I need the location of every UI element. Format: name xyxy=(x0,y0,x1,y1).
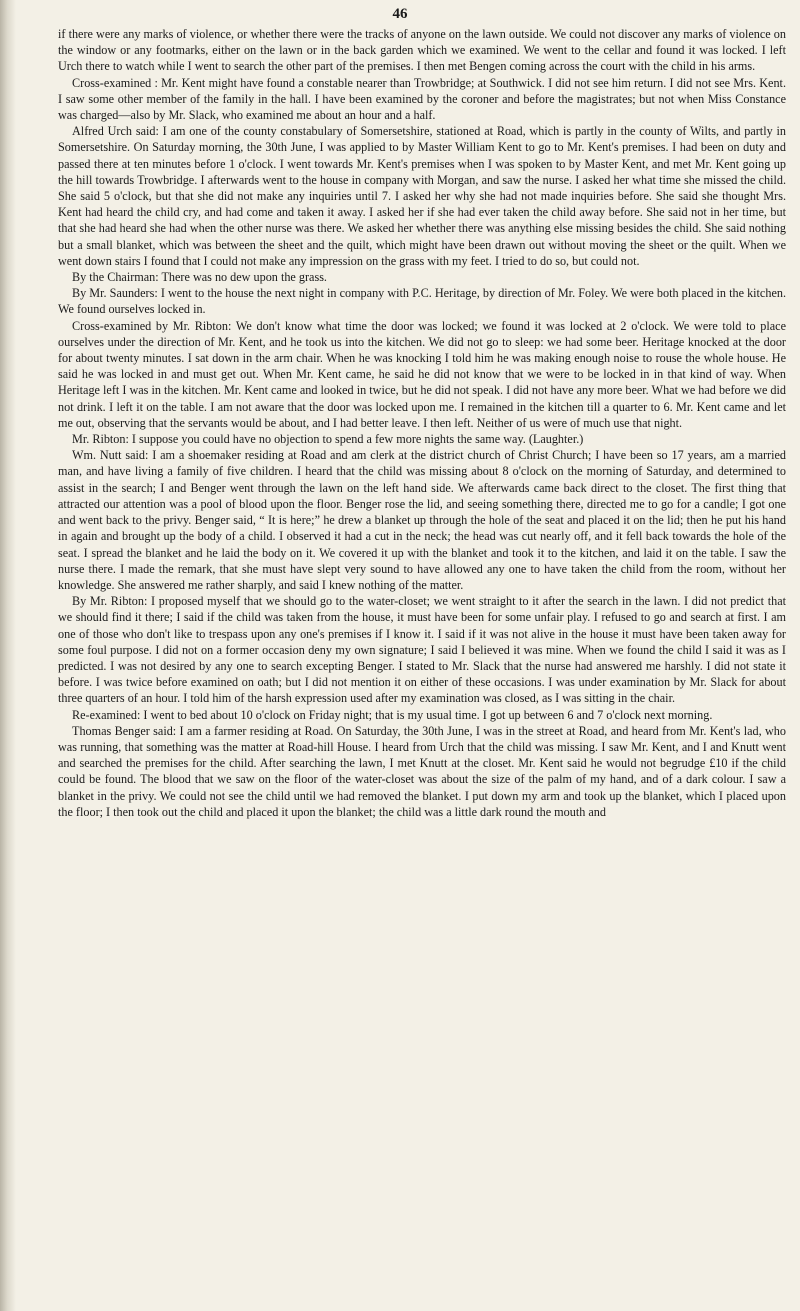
paragraph-benger-testimony: Thomas Benger said: I am a farmer residing at Road. On Saturday, the 30th June, I was in the street at Road, and heard from Mr. Kent's lad, who was running, that something was the matter at Road-hill House. I heard from Urch that the child was missing. I saw Mr. Kent, and I and Knutt went and searched the premises for the child. After searching the lawn, I met Knutt at the closet. Mr. Kent said he would not begrudge £10 if the child could be found. The blood that we saw on the floor of the water-closet was about the size of the palm of my hand, and of a dark colour. I saw a blanket in the privy. We could not see the child until we had removed the blanket. I put down my arm and took up the blanket, which I placed upon the floor; I then took out the child and placed it upon the blanket; the child was a little dark round the mouth and xyxy=(58,723,786,819)
paragraph-by-chairman: By the Chairman: There was no dew upon the grass. xyxy=(72,270,327,285)
body-text xyxy=(58,26,786,820)
paragraph-by-ribton: By Mr. Ribton: I proposed myself that we should go to the water-closet; we went straight to it after the search in the lawn. I did not predict that we should find it there; I said if the child was taken from the house, it must have been for some unfair play. I refused to go and search at first. I am one of those who don't like to trespass upon any one's premises if I know it. I said if it was not alive in the house it must have been taken away for some foul purpose. I did not on a former occasion deny my own signature; I said I believed it was mine. When we found the child I said it was as I predicted. I was not desired by any one to search excepting Benger. I stated to Mr. Slack that the nurse had answered me harshly. I did not state it before. I was twice before examined on oath; but I did not mention it on either of these occasions. I was under examination by Mr. Slack for about three quarters of an hour. I told him of the harsh expression used after my examination was closed, as I was sitting in the chair. xyxy=(58,594,786,706)
paragraph-re-examined: Re-examined: I went to bed about 10 o'clock on Friday night; that is my usual time. I got up between 6 and 7 o'clock next morning. xyxy=(72,707,713,722)
page-number: 46 xyxy=(392,6,408,22)
paragraph-cross-examined-ribton: Cross-examined by Mr. Ribton: We don't know what time the door was locked; we found it was locked at 2 o'clock. We were told to place ourselves under the direction of Mr. Kent, and he took us into the kitchen. We did not go to sleep: we had some beer. Heritage knocked at the door for about twenty minutes. I sat down in the arm chair. When he was knocking I told him he was making enough noise to rouse the whole house. He said he was locked in and must get out. When Mr. Kent came, he said he did not know that we were to be locked in in that kind of way. When Heritage left I was in the kitchen. Mr. Kent came and looked in twice, but he did not speak. I did not have any more beer. What we had before we did not drink. I left it on the table. I am not aware that the door was locked upon me. I remained in the kitchen till a quarter to 6. Mr. Kent came and let me out, observing that the servants would be about, and I had better leave. I then left. Neither of us were of much use that night. xyxy=(58,318,786,430)
paragraph-ribton-remark: Mr. Ribton: I suppose you could have no objection to spend a few more nights the same way. (Laughter.) xyxy=(72,432,584,447)
paragraph-urch-testimony: Alfred Urch said: I am one of the county constabulary of Somersetshire, stationed at Road, which is partly in the county of Wilts, and partly in Somersetshire. On Saturday morning, the 30th June, I was applied to by Master William Kent to go to Mr. Kent's premises. I had been on duty and passed there at ten minutes before 1 o'clock. I went towards Mr. Kent's premises when I was spoken to by Master Kent, and met Mr. Kent going up the hill towards Trowbridge. I afterwards went to the house in company with Morgan, and saw the nurse. I asked her what time she missed the child. She said 5 o'clock, but that she did not make any inquiries until 7. I asked her why she had not made inquiries before. She said she thought Mrs. Kent had heard the child cry, and had come and taken it away. I asked her if she had ever taken the child away before. She said not in her time, but that she had heard she had when the other nurse was there. We asked her whether there was anything else missing besides the child. She said nothing but a small blanket, which was between the sheet and the quilt, which might have been drawn out without moving the sheet or the quilt. When we went down stairs I found that I could not make any impression on the grass with my feet. I tried to do so, but could not. xyxy=(58,124,786,268)
paragraph-continuation: if there were any marks of violence, or whether there were the tracks of anyone on the lawn outside. We could not discover any marks of violence on the window or any footmarks, either on the lawn or in the back garden which we examined. We went to the cellar and found it was locked. I left Urch there to watch while I went to search the other part of the premises. I then met Bengen coming across the court with the child in his arms. xyxy=(58,27,786,74)
paragraph-by-saunders: By Mr. Saunders: I went to the house the next night in company with P.C. Heritage, by direction of Mr. Foley. We were both placed in the kitchen. We found ourselves locked in. xyxy=(58,286,786,317)
paragraph-cross-examined: Cross-examined : Mr. Kent might have found a constable nearer than Trowbridge; at Southwick. I did not see him return. I did not see Mrs. Kent. I saw some other member of the family in the hall. I have been examined by the coroner and before the magistrates; but not when Miss Constance was charged—also by Mr. Slack, who examined me about an hour and a half. xyxy=(58,75,786,123)
binding-shadow xyxy=(0,0,16,1311)
paragraph-nutt-testimony: Wm. Nutt said: I am a shoemaker residing at Road and am clerk at the district church of Christ Church; I have been so 17 years, am a married man, and have living a family of five children. I heard that the child was missing about 8 o'clock on the morning of Saturday, and determined to assist in the search; I and Benger went through the lawn on the left hand side. We afterwards came back direct to the closet. The first thing that attracted our attention was a pool of blood upon the floor. Benger rose the lid, and seeing something there, directed me to go for a candle; I got one and went back to the privy. Benger said, “ It is here;” he drew a blanket up through the hole of the seat and placed it on the lid; then he put his hand in again and brought up the body of a child. I observed it had a cut in the neck; the head was cut nearly off, and it fell back towards the hole of the seat. I spread the blanket and he laid the body on it. We covered it up with the blanket and took it to the kitchen, and laid it on the table. I saw the nurse there. I made the remark, that she must have slept very sound to have allowed any one to have taken the child from the room, without her knowledge. She answered me rather sharply, and said I knew nothing of the matter. xyxy=(58,448,786,592)
